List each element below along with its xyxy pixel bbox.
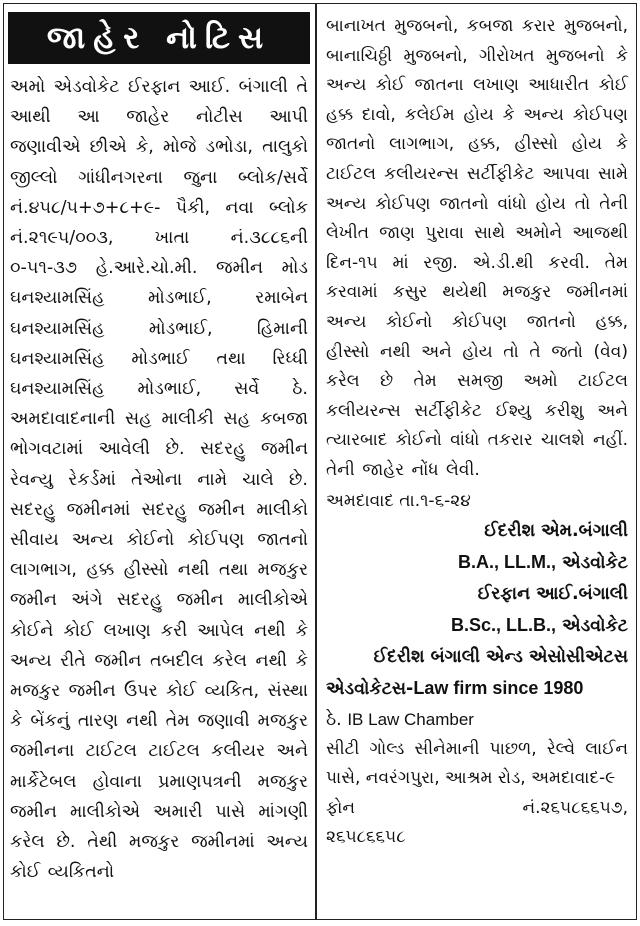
notice-title: જાહેર નોટિસ	[8, 12, 310, 64]
signatory-1-degree: B.A., LL.M.,	[458, 551, 557, 572]
phone-line	[326, 794, 628, 824]
notice-left-column	[4, 4, 314, 919]
signatory-2-name: ઈરફાન આઈ.બંગાલી	[477, 583, 628, 604]
firm-address: સીટી ગોલ્ડ સીનેમાની પાછળ, રેલ્વે લાઈન પાસે, નવરંગપુરા, આશ્રમ રોડ, અમદાવાદ-૯	[326, 738, 628, 789]
firm-since: Law firm since 1980	[413, 677, 584, 698]
notice-body-right: બાનાખત મુજબનો, કબજા કરાર મુજબનો, બાનાચિઠ્ઠી મુજબનો, ગીરોખત મુજબનો કે અન્ય કોઈ જાતના લખાણ આધારીત કોઈ હક્ક દાવો, કલેઈમ હોય કે અન્ય કોઈપણ જાતનો લાગભાગ, હક્ક, હીસ્સો હોય કે ટાઈટલ કલીયરન્સ સર્ટીફીકેટ આપવા સામે અન્ય કોઈપણ જાતનો વાંધો હોય તો તેની લેખીત જાણ પુરાવા સાથે અમોને આજથી દિન-૧૫ માં રજી. એ.ડી.થી કરવી. તેમ કરવામાં કસુર થયેથી મજકુર જમીનમાં અન્ય કોઈનો કોઈપણ જાતનો હક્ક, હીસ્સો નથી અને હોય તો તે જતો (વેવ) કરેલ છે તેમ સમજી અમો ટાઈટલ કલીયરન્સ સર્ટીફીકેટ ઈશ્યુ કરીશુ અને ત્યારબાદ કોઈનો વાંધો તકરાર ચાલશે નહીં. તેની જાહેર નોંધ લેવી.	[326, 16, 628, 480]
chamber-name: IB Law Chamber	[347, 709, 474, 729]
column-divider	[315, 4, 317, 919]
signatory-1-name: ઈદરીશ એમ.બંગાલી	[484, 520, 628, 541]
firm-tagline	[326, 673, 628, 705]
signatory-2-credentials	[326, 610, 628, 642]
signatory-1-title: એડવોકેટ	[562, 552, 628, 573]
phone-label: ફોન	[326, 797, 356, 818]
notice-date: અમદાવાદ તા.૧-૬-૨૪	[326, 490, 471, 511]
firm-type: એડવોકેટસ-	[326, 678, 414, 699]
notice-right-column	[318, 4, 634, 919]
phone-number-2: ૨૬૫૮૬૬૫૮	[326, 827, 406, 848]
notice-body-left: અમો એડવોકેટ ઈરફાન આઈ. બંગાલી તે આથી આ જાહેર નોટીસ આપી જણાવીએ છીએ કે, મોજે ડભોડા, તાલુકો જીલ્લો ગાંધીનગરના જુના બ્લોક/સર્વે નં.૪૫૮/૫+૭+૮+૯- પૈકી, નવા બ્લોક નં.૨૧૯૫/૦૦૩, ખાતા નં.૩૮૮૬ની ૦-૫૧-૩૭ હે.આરે.ચો.મી. જમીન મોડ ઘનશ્યામસિંહ મોડભાઈ, રમાબેન ઘનશ્યામસિંહ મોડભાઈ, હિમાની ઘનશ્યામસિંહ મોડભાઈ તથા રિધ્ધી ઘનશ્યામસિંહ મોડભાઈ, સર્વે ઠે. અમદાવાદનાની સહ માલીકી સહ કબજા ભોગવટામાં આવેલી છે. સદરહુ જમીન રેવન્યુ રેકર્ડમાં તેઓના નામે ચાલે છે. સદરહુ જમીનમાં સદરહુ જમીન માલીકો સીવાય અન્ય કોઈનો કોઈપણ જાતનો લાગભાગ, હક્ક હીસ્સો નથી તથા મજકુર જમીન અંગે સદરહુ જમીન માલીકોએ કોઈને કોઈ લખાણ કરી આપેલ નથી કે અન્ય રીતે જમીન તબદીલ કરેલ નથી કે મજકુર જમીન ઉપર કોઈ વ્યકિત, સંસ્થા કે બેંકનું તારણ નથી તેમ જણાવી મજકુર જમીનના ટાઈટલ ટાઈટલ કલીયર અને માર્કેટેબલ હોવાના પ્રમાણપત્રની મજકુર જમીન માલીકોએ અમારી પાસે માંગણી કરેલ છે. તેથી મજકુર જમીનમાં અન્ય કોઈ વ્યકિતનો	[10, 77, 308, 883]
signatory-2-degree: B.Sc., LL.B.,	[451, 614, 557, 635]
public-notice	[3, 3, 637, 920]
phone-number-1: નં.૨૬૫૮૬૬૫૭,	[522, 797, 628, 818]
chamber	[326, 705, 628, 735]
firm-name: ઈદરીશ બંગાલી એન્ડ એસોસીએટસ	[373, 646, 628, 667]
chamber-prefix: ઠે.	[326, 709, 342, 730]
signatory-1-credentials	[326, 547, 628, 579]
signatory-2-title: એડવોકેટ	[562, 615, 628, 636]
